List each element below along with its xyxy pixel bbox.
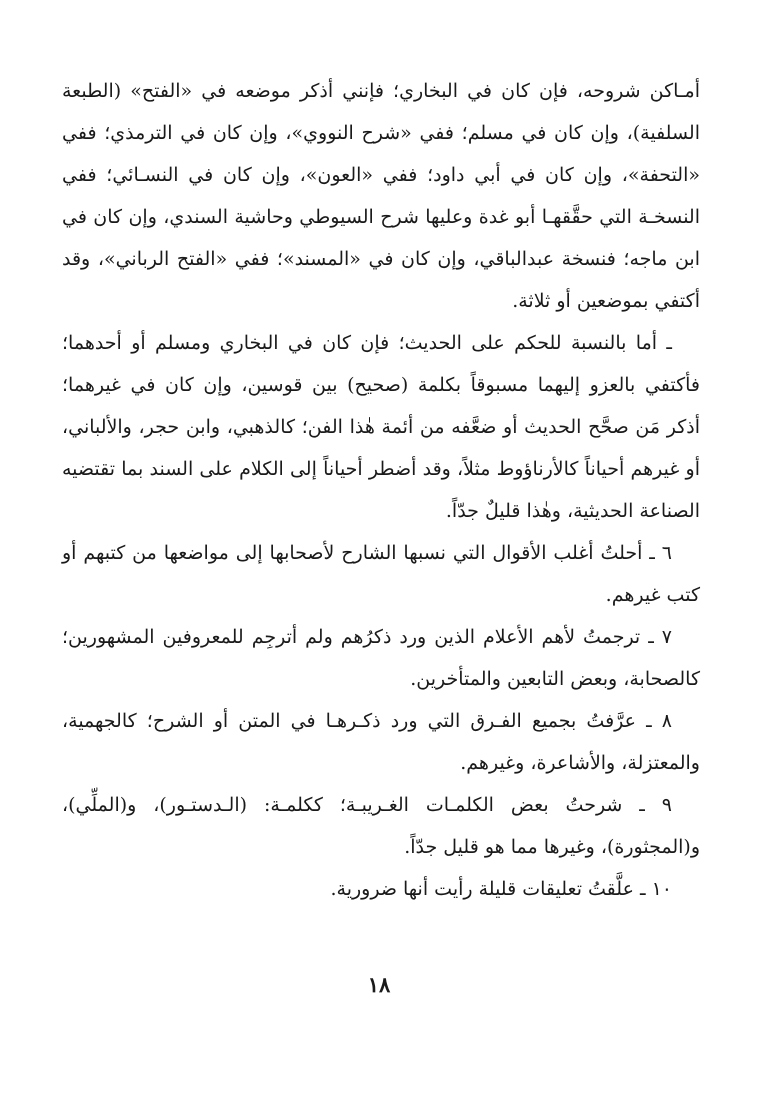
page-body <box>62 70 700 910</box>
paragraph-hadith-grading: ـ أما بالنسبة للحكم على الحديث؛ فإن كان في البخاري ومسلم أو أحدهما؛ فأكتفي بالعزو إليهما مسبوقاً بكلمة (صحيح) بين قوسين، وإن كان في غيرهما؛ أذكر مَن صحَّح الحديث أو ضعَّفه من أئمة هٰذا الفن؛ كالذهبي، وابن حجر، والألباني، أو غيرهم أحياناً كالأرناؤوط مثلاً، وقد أضطر أحياناً إلى الكلام على السند بما تقتضيه الصناعة الحديثية، وهٰذا قليلٌ جدّاً. <box>62 332 700 522</box>
page-number: ١٨ <box>367 972 391 997</box>
paragraph-item-7: ٧ ـ ترجمتُ لأهم الأعلام الذين ورد ذكرُهم ولم أترجِم للمعروفين المشهورين؛ كالصحابة، وبعض التابعين والمتأخرين. <box>62 626 700 690</box>
paragraph-item-6: ٦ ـ أحلتُ أغلب الأقوال التي نسبها الشارح لأصحابها إلى مواضعها من كتبهم أو كتب غيرهم. <box>62 542 700 606</box>
paragraph-item-8: ٨ ـ عرَّفتُ بجميع الفـرق التي ورد ذكـرهـا في المتن أو الشرح؛ كالجهمية، والمعتزلة، والأشاعرة، وغيرهم. <box>62 710 700 774</box>
paragraph-item-10: ١٠ ـ علَّقتُ تعليقات قليلة رأيت أنها ضرورية. <box>330 878 672 900</box>
paragraph-commentaries-sources: أمـاكن شروحه، فإن كان في البخاري؛ فإنني أذكر موضعه في «الفتح» (الطبعة السلفية)، وإن كان في مسلم؛ ففي «شرح النووي»، وإن كان في الترمذي؛ ففي «التحفة»، وإن كان في أبي داود؛ ففي «العون»، وإن كان في النسـائي؛ ففي النسخـة التي حقَّقهـا أبو غدة وعليها شرح السيوطي وحاشية السندي، وإن كان في ابن ماجه؛ فنسخة عبدالباقي، وإن كان في «المسند»؛ ففي «الفتح الرباني»، وقد أكتفي بموضعين أو ثلاثة. <box>62 80 700 312</box>
paragraph-item-9: ٩ ـ شرحتُ بعض الكلمـات الغـريبـة؛ ككلمـة: (الـدستـور)، و(الملِّي)، و(المجثورة)، وغيرها مما هو قليل جدّاً. <box>62 794 700 858</box>
